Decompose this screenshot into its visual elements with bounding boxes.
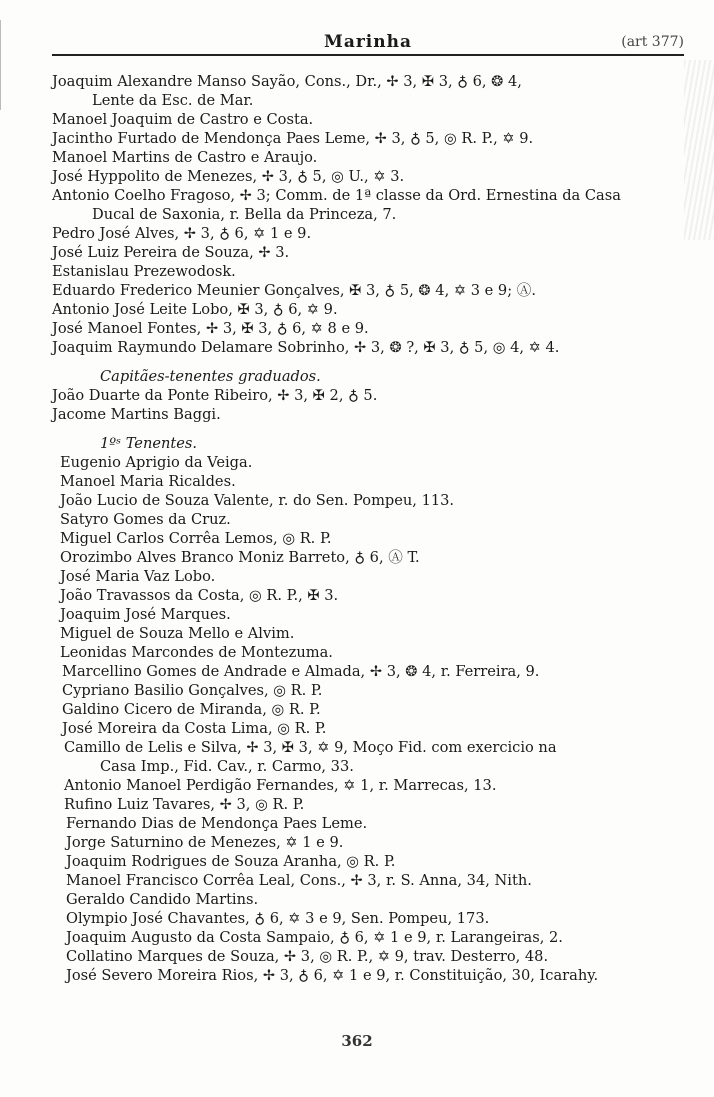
entry-line: Joaquim Raymundo Delamare Sobrinho, ✢ 3, ❂ ?, ✠ 3, ♁ 5, ◎ 4, ✡ 4.	[52, 339, 560, 356]
entry-line: Estanislau Prezewodosk.	[52, 263, 236, 280]
running-title: Marinha	[324, 32, 412, 52]
section-heading: 1ºˢ Tenentes.	[100, 435, 198, 452]
entry-line: Joaquim Augusto da Costa Sampaio, ♁ 6, ✡ 1 e 9, r. Larangeiras, 2.	[66, 929, 563, 946]
entry-line: Antonio Manoel Perdigão Fernandes, ✡ 1, r. Marrecas, 13.	[64, 777, 497, 794]
article-reference: (art 377)	[621, 34, 684, 50]
page-number: 362	[341, 1032, 373, 1050]
entry-line: Manoel Joaquim de Castro e Costa.	[52, 111, 314, 128]
entry-line: José Manoel Fontes, ✢ 3, ✠ 3, ♁ 6, ✡ 8 e 9.	[52, 320, 369, 337]
entry-line: Pedro José Alves, ✢ 3, ♁ 6, ✡ 1 e 9.	[52, 225, 312, 242]
entry-line: Jacome Martins Baggi.	[52, 406, 221, 423]
entry-line: Antonio José Leite Lobo, ✠ 3, ♁ 6, ✡ 9.	[52, 301, 338, 318]
entry-line: Geraldo Candido Martins.	[66, 891, 259, 908]
entry-line: Olympio José Chavantes, ♁ 6, ✡ 3 e 9, Sen. Pompeu, 173.	[66, 910, 490, 927]
entry-line: Orozimbo Alves Branco Moniz Barreto, ♁ 6, Ⓐ T.	[60, 549, 420, 566]
entry-line: Joaquim Rodrigues de Souza Aranha, ◎ R. P.	[66, 853, 396, 870]
page-header	[52, 30, 684, 58]
entry-line: Manoel Martins de Castro e Araujo.	[52, 149, 318, 166]
entry-line: Jorge Saturnino de Menezes, ✡ 1 e 9.	[66, 834, 344, 851]
entry-line-continuation: Ducal de Saxonia, r. Bella da Princeza, 7.	[92, 206, 397, 223]
entry-line: José Hyppolito de Menezes, ✢ 3, ♁ 5, ◎ U., ✡ 3.	[52, 168, 405, 185]
entry-line: Satyro Gomes da Cruz.	[60, 511, 231, 528]
entry-line: Manoel Maria Ricaldes.	[60, 473, 236, 490]
entry-line: João Duarte da Ponte Ribeiro, ✢ 3, ✠ 2, ♁ 5.	[52, 387, 378, 404]
entry-line: José Maria Vaz Lobo.	[60, 568, 216, 585]
entry-line: Joaquim José Marques.	[60, 606, 231, 623]
entry-line: Fernando Dias de Mendonça Paes Leme.	[66, 815, 368, 832]
section-heading: Capitães-tenentes graduados.	[100, 368, 321, 385]
entry-line: Cypriano Basilio Gonçalves, ◎ R. P.	[62, 682, 323, 699]
entry-line: Marcellino Gomes de Andrade e Almada, ✢ 3, ❂ 4, r. Ferreira, 9.	[62, 663, 540, 680]
entry-line-continuation: Casa Imp., Fid. Cav., r. Carmo, 33.	[100, 758, 354, 775]
entry-line: João Lucio de Souza Valente, r. do Sen. Pompeu, 113.	[60, 492, 455, 509]
entry-line: Collatino Marques de Souza, ✢ 3, ◎ R. P., ✡ 9, trav. Desterro, 48.	[66, 948, 549, 965]
page-edge-left	[0, 20, 7, 110]
entry-line: José Moreira da Costa Lima, ◎ R. P.	[62, 720, 327, 737]
header-rule	[52, 54, 684, 56]
entry-line: Eduardo Frederico Meunier Gonçalves, ✠ 3, ♁ 5, ❂ 4, ✡ 3 e 9; Ⓐ.	[52, 282, 536, 299]
page-edge-right	[684, 60, 714, 240]
entry-line: Miguel Carlos Corrêa Lemos, ◎ R. P.	[60, 530, 332, 547]
entry-line-continuation: Lente da Esc. de Mar.	[92, 92, 254, 109]
entry-line: Galdino Cicero de Miranda, ◎ R. P.	[62, 701, 321, 718]
entry-line: Leonidas Marcondes de Montezuma.	[60, 644, 333, 661]
entry-line: Manoel Francisco Corrêa Leal, Cons., ✢ 3, r. S. Anna, 34, Nith.	[66, 872, 532, 889]
entry-line: Jacintho Furtado de Mendonça Paes Leme, ✢ 3, ♁ 5, ◎ R. P., ✡ 9.	[52, 130, 534, 147]
entry-line: Rufino Luiz Tavares, ✢ 3, ◎ R. P.	[64, 796, 305, 813]
entry-line: João Travassos da Costa, ◎ R. P., ✠ 3.	[60, 587, 339, 604]
entry-line: José Luiz Pereira de Souza, ✢ 3.	[52, 244, 290, 261]
entry-line: José Severo Moreira Rios, ✢ 3, ♁ 6, ✡ 1 e 9, r. Constituição, 30, Icarahy.	[66, 967, 599, 984]
entry-line: Miguel de Souza Mello e Alvim.	[60, 625, 295, 642]
entry-line: Camillo de Lelis e Silva, ✢ 3, ✠ 3, ✡ 9, Moço Fid. com exercicio na	[64, 739, 557, 756]
entry-line: Eugenio Aprigio da Veiga.	[60, 454, 253, 471]
entry-line: Antonio Coelho Fragoso, ✢ 3; Comm. de 1ª classe da Ord. Ernestina da Casa	[52, 187, 621, 204]
entry-line: Joaquim Alexandre Manso Sayão, Cons., Dr., ✢ 3, ✠ 3, ♁ 6, ❂ 4,	[52, 73, 522, 90]
